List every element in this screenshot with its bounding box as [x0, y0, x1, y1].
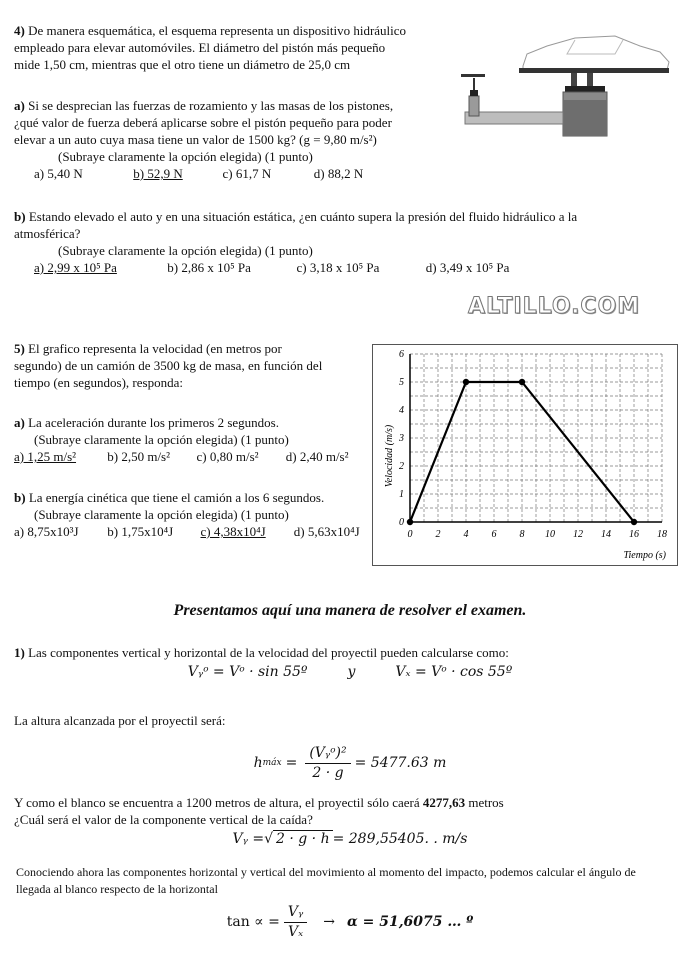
q4b-instruction: (Subraye claramente la opción elegida) (1 punto) [58, 243, 313, 258]
solution-q1-text: Las componentes vertical y horizontal de la velocidad del proyectil pueden calcularse como: [28, 645, 509, 660]
x-tick-label: 4 [463, 529, 469, 540]
q4-number: 4) [14, 23, 25, 38]
equation-hmax-den: 2 · g [312, 764, 344, 781]
chart-y-label: Velocidad (m/s) [384, 424, 395, 488]
equation-hmax-lhs: h [253, 754, 263, 771]
y-tick-label: 2 [399, 461, 404, 472]
pregunta-text: ¿Cuál será el valor de la componente vertical de la caída? [14, 812, 313, 827]
blanco-text [14, 794, 694, 811]
q5b-option-a[interactable]: a) 8,75x10³J [14, 524, 79, 539]
q5-number: 5) [14, 341, 25, 356]
equation-angle [200, 900, 500, 944]
solution-heading: Presentamos aquí una manera de resolver el examen. [173, 602, 527, 619]
y-tick-label: 4 [399, 405, 404, 416]
q5b-options [14, 523, 374, 540]
x-tick-label: 16 [629, 529, 639, 540]
q4b-line: Estando elevado el auto y en una situación estática, ¿en cuánto supera la presión del fluido hidráulico a la [28, 209, 578, 224]
x-tick-label: 6 [491, 529, 497, 540]
equation-hmax: h máx = $\frac{\text{(Vᵧᵒ)²}}{2 \cdot g}$ = 5477.63 m [253, 744, 447, 781]
q5a-option-d[interactable]: d) 2,40 m/s² [285, 449, 349, 464]
watermark-logo: ALTILLO.COM [468, 294, 641, 319]
equation-vy: Vᵧᵒ = Vᵒ · sin 55º [187, 664, 308, 680]
data-point [463, 379, 469, 385]
equation-vy-result: = 289,55405. . m/s [332, 830, 468, 847]
q5b-option-d[interactable]: d) 5,63x10⁴J [293, 524, 360, 539]
q4-intro-line: De manera esquemática, el esquema representa un dispositivo hidráulico [28, 23, 407, 38]
q5a-line: La aceleración durante los primeros 2 segundos. [28, 415, 279, 430]
equation-angle-lhs: tan ∝ = [226, 913, 280, 930]
q4a-letter: a) [14, 98, 25, 113]
y-tick-label: 5 [399, 377, 404, 388]
x-tick-label: 18 [657, 529, 667, 540]
blanco-text-b: metros [465, 795, 504, 810]
q4-intro [14, 22, 454, 73]
y-tick-label: 0 [399, 517, 404, 528]
equation-angle-num: Vᵧ [284, 904, 307, 923]
q4a-instruction: (Subraye claramente la opción elegida) (1 punto) [58, 149, 313, 164]
q4-intro-line: mide 1,50 cm, mientras que el otro tiene un diámetro de 25,0 cm [14, 57, 351, 72]
equation-angle-fraction [284, 904, 307, 941]
q4b [14, 208, 690, 276]
x-tick-label: 0 [407, 529, 413, 540]
q5-intro [14, 340, 364, 391]
hydraulic-lift-illustration [455, 28, 677, 140]
q4b-option-b[interactable]: b) 2,86 x 10⁵ Pa [167, 260, 251, 275]
q5a-option-b[interactable]: b) 2,50 m/s² [107, 449, 171, 464]
q4a-options [34, 165, 454, 182]
q5a-letter: a) [14, 415, 25, 430]
x-tick-label: 12 [573, 529, 583, 540]
blanco-bold: 4277,63 [422, 795, 466, 810]
q4a-line: Si se desprecian las fuerzas de rozamiento y las masas de los pistones, [28, 98, 394, 113]
q4a-line: elevar a un auto cuya masa tiene un valor de 1500 kg? (g = 9,80 m/s²) [14, 132, 377, 147]
q5-intro-line: El grafico representa la velocidad (en metros por [28, 341, 282, 356]
blanco-text-a: Y como el blanco se encuentra a 1200 metros de altura, el proyectil sólo caerá [14, 795, 423, 810]
equation-angle-result: α = 51,6075 … º [346, 913, 474, 930]
y-tick-label: 6 [399, 349, 404, 360]
solution-q1 [14, 644, 694, 661]
q4b-option-c[interactable]: c) 3,18 x 10⁵ Pa [296, 260, 380, 275]
q5b-option-c[interactable]: c) 4,38x10⁴J [200, 524, 266, 539]
q5a-option-a[interactable]: a) 1,25 m/s² [14, 449, 77, 464]
q5b-line: La energía cinética que tiene el camión a los 6 segundos. [28, 490, 325, 505]
q5a-option-c[interactable]: c) 0,80 m/s² [196, 449, 259, 464]
q5a [14, 414, 364, 465]
y-tick-label: 1 [399, 489, 404, 500]
x-tick-label: 8 [519, 529, 525, 540]
x-tick-label: 10 [545, 529, 555, 540]
q5b-instruction: (Subraye claramente la opción elegida) (1 punto) [34, 507, 289, 522]
conociendo-text [16, 864, 696, 898]
equation-vy-lhs: Vᵧ = [232, 830, 265, 847]
conociendo-line: Conociendo ahora las componentes horizontal y vertical del movimiento al momento del impacto, podemos calcular el ángulo de [16, 865, 636, 879]
solution-q1-number: 1) [14, 645, 25, 660]
q4b-option-a[interactable]: a) 2,99 x 10⁵ Pa [34, 260, 117, 275]
equation-angle-den: Vₓ [287, 923, 304, 940]
q5b-option-b[interactable]: b) 1,75x10⁴J [107, 524, 174, 539]
q5a-instruction: (Subraye claramente la opción elegida) (1 punto) [34, 432, 289, 447]
arrow-icon: → [323, 913, 335, 930]
equation-vx: Vₓ = Vᵒ · cos 55º [395, 664, 513, 680]
velocity-time-chart [372, 344, 678, 566]
q5-intro-line: tiempo (en segundos), responda: [14, 375, 183, 390]
q4a-option-b[interactable]: b) 52,9 N [133, 166, 183, 181]
q4a [14, 97, 454, 182]
q5b-letter: b) [14, 490, 26, 505]
altura-text: La altura alcanzada por el proyectil será: [14, 713, 226, 728]
data-point [407, 519, 413, 525]
equation-hmax-fraction [305, 745, 350, 782]
equation-vy-final: Vᵧ = √ 2 · g · h = 289,55405. . m/s [232, 830, 468, 847]
q4a-option-a[interactable]: a) 5,40 N [34, 166, 83, 181]
x-tick-label: 2 [435, 529, 441, 540]
equation-hmax-num: (Vᵧᵒ)² [305, 745, 350, 764]
equation-hmax-sub: máx [262, 757, 282, 768]
q4a-option-c[interactable]: c) 61,7 N [222, 166, 272, 181]
q4b-option-d[interactable]: d) 3,49 x 10⁵ Pa [425, 260, 510, 275]
q5b [14, 489, 374, 540]
q4b-line: atmosférica? [14, 226, 81, 241]
q4a-line: ¿qué valor de fuerza deberá aplicarse sobre el pistón pequeño para poder [14, 115, 392, 130]
q5a-options [14, 448, 364, 465]
q4-intro-line: empleado para elevar automóviles. El diámetro del pistón más pequeño [14, 40, 386, 55]
y-tick-label: 3 [399, 433, 404, 444]
conociendo-line: llegada al blanco respecto de la horizontal [16, 882, 218, 896]
equation-and: y [347, 664, 356, 680]
x-tick-label: 14 [601, 529, 611, 540]
equation-vy-root: 2 · g · h [273, 830, 333, 848]
q4a-option-d[interactable]: d) 88,2 N [313, 166, 364, 181]
q4b-options [34, 259, 690, 276]
equation-components [150, 664, 550, 681]
q5-intro-line: segundo) de un camión de 3500 kg de masa, en función del [14, 358, 323, 373]
equation-hmax-result: = 5477.63 m [354, 754, 447, 771]
q4b-letter: b) [14, 209, 26, 224]
data-point [631, 519, 637, 525]
chart-x-label: Tiempo (s) [623, 550, 666, 561]
data-point [519, 379, 525, 385]
